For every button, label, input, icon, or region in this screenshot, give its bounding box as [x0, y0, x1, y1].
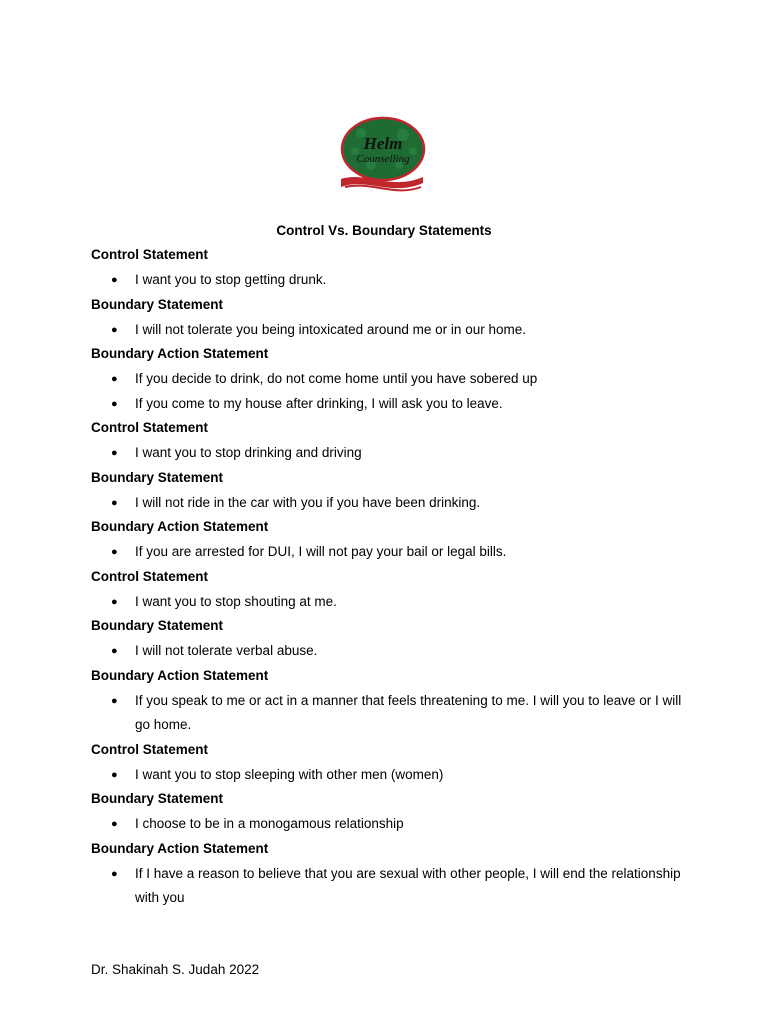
bullet-text: If you come to my house after drinking, I will ask you to leave.: [135, 395, 503, 411]
bullet-item: [91, 491, 691, 519]
bullet-text: I want you to stop getting drunk.: [135, 272, 327, 287]
bullet-text: I will not ride in the car with you if you have been drinking.: [135, 494, 481, 510]
section-heading: Control Statement: [91, 741, 209, 757]
bullet-item: [91, 540, 691, 568]
bullet-text: I will not tolerate you being intoxicated around me or in our home.: [135, 321, 526, 337]
section-heading: Boundary Statement: [91, 296, 224, 312]
section-heading: Boundary Statement: [91, 618, 224, 633]
bullet-text: If you decide to drink, do not come home until you have sobered up: [135, 371, 538, 386]
logo-text-counselling: Counselling: [356, 153, 410, 165]
bullet-item: [91, 763, 691, 791]
bullet-text: I will not tolerate verbal abuse.: [135, 643, 318, 658]
bullet-item: [91, 639, 691, 667]
document-title: Control Vs. Boundary Statements: [276, 223, 492, 238]
section-heading: Boundary Action Statement: [91, 840, 269, 856]
footer-author: Dr. Shakinah S. Judah 2022: [91, 962, 260, 977]
section-heading: Boundary Statement: [91, 791, 224, 806]
bullet-text: I want you to stop drinking and driving: [135, 445, 362, 460]
bullet-icon: ●: [111, 323, 118, 336]
bullet-item: [91, 441, 691, 469]
bullet-item: [91, 862, 691, 914]
bullet-text: I want you to stop shouting at me.: [135, 593, 337, 609]
bullet-icon: ●: [111, 546, 118, 558]
bullet-text: I want you to stop sleeping with other men (women): [135, 766, 444, 782]
section-heading: Control Statement: [91, 568, 209, 584]
bullet-icon: ●: [111, 595, 118, 608]
section-heading: Control Statement: [91, 247, 209, 262]
statements-list: [91, 246, 691, 914]
bullet-item: [91, 689, 691, 741]
bullet-item: [91, 367, 691, 395]
bullet-icon: ●: [111, 373, 118, 385]
logo-text-helm: Helm: [363, 134, 403, 153]
bullet-item: [91, 268, 691, 296]
bullet-icon: ●: [111, 496, 118, 509]
bullet-text: If you speak to me or act in a manner that feels threatening to me. I will you to leave or I will go home.: [135, 692, 682, 732]
bullet-text: If you are arrested for DUI, I will not pay your bail or legal bills.: [135, 544, 507, 559]
bullet-icon: ●: [111, 447, 118, 459]
bullet-item: [91, 812, 691, 840]
bullet-icon: ●: [111, 645, 118, 657]
section-heading: Boundary Action Statement: [91, 346, 269, 361]
bullet-icon: ●: [111, 694, 118, 707]
logo-graphic: [271, 99, 495, 207]
bullet-icon: ●: [111, 867, 118, 880]
section-heading: Boundary Action Statement: [91, 519, 269, 534]
bullet-icon: ●: [111, 274, 118, 286]
bullet-text: I choose to be in a monogamous relationship: [135, 816, 404, 831]
bullet-text: If I have a reason to believe that you are sexual with other people, I will end the relationship with you: [135, 865, 681, 905]
section-heading: Boundary Action Statement: [91, 667, 269, 683]
bullet-icon: ●: [111, 768, 118, 781]
bullet-item: [91, 392, 691, 420]
section-heading: Control Statement: [91, 420, 209, 435]
helm-counselling-logo: [271, 99, 495, 207]
bullet-item: [91, 590, 691, 618]
bullet-icon: ●: [111, 818, 118, 830]
section-heading: Boundary Statement: [91, 469, 224, 485]
bullet-item: [91, 318, 691, 346]
bullet-icon: ●: [111, 397, 118, 410]
